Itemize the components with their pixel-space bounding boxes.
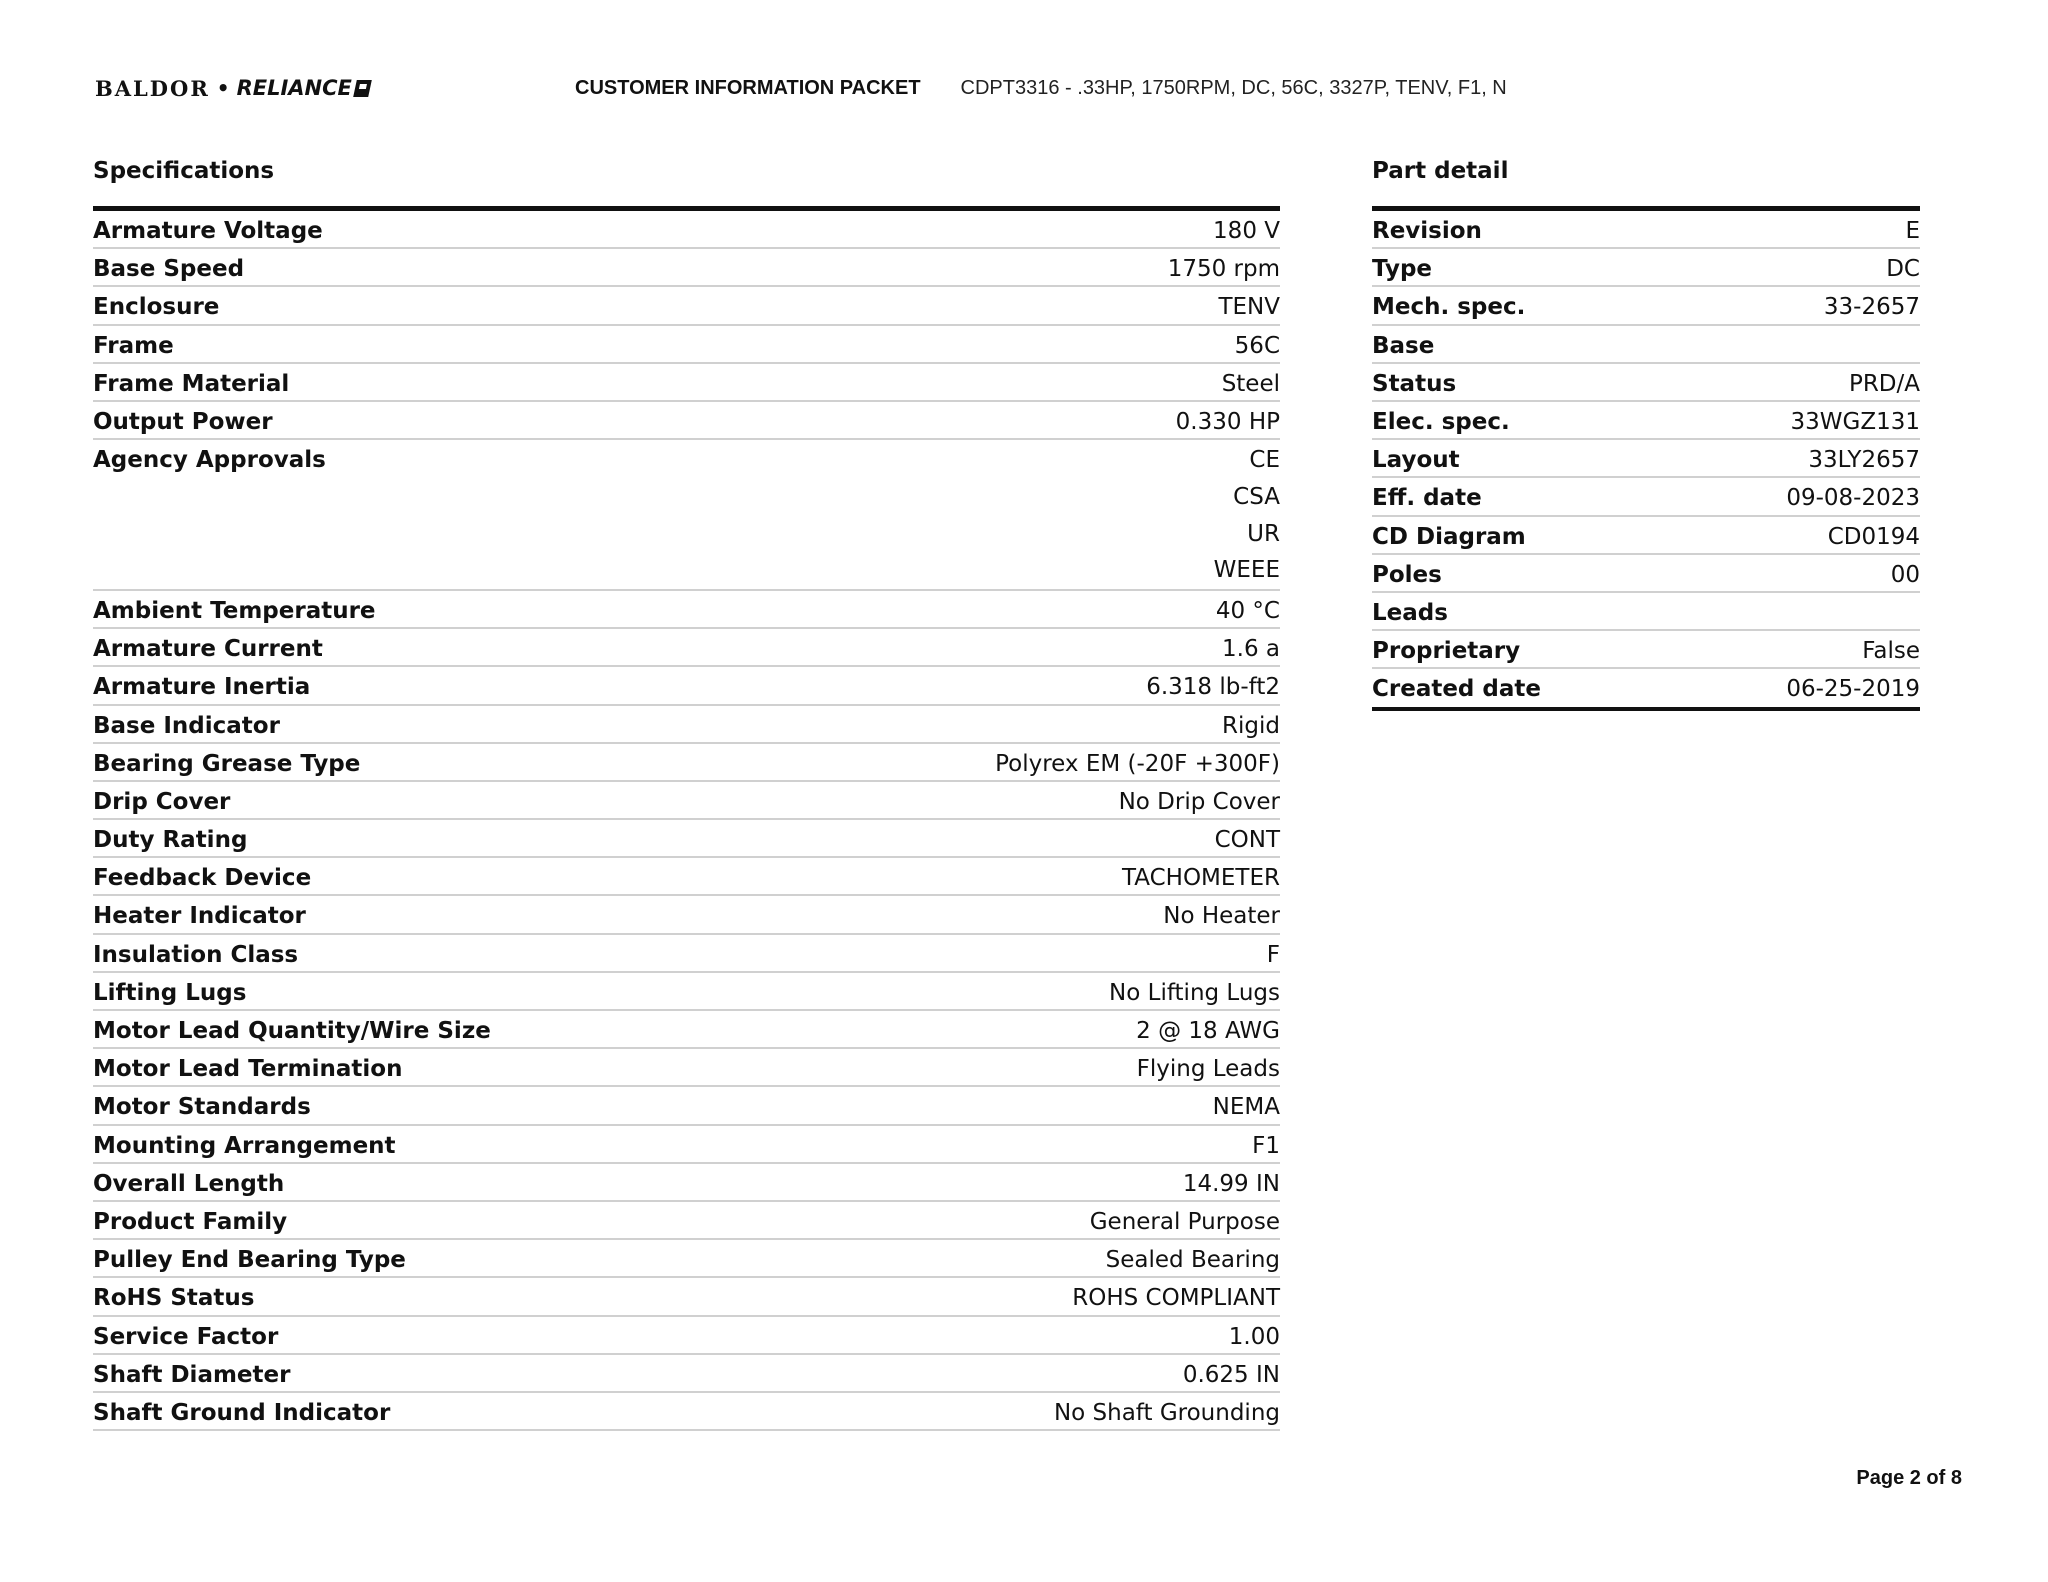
table-row [93,591,1280,629]
table-row [1372,211,1920,249]
row-value: False [1862,638,1920,665]
logo-separator: • [216,76,230,100]
row-label: Service Factor [93,1323,279,1350]
row-label: Created date [1372,676,1541,703]
table-row [1372,593,1920,631]
row-value: No Drip Cover [1118,788,1280,815]
table-row [93,858,1280,896]
row-value: Rigid [1222,712,1280,739]
row-value: No Shaft Grounding [1053,1399,1280,1426]
reliance-mark-icon [353,80,372,97]
row-label: Base [1372,332,1435,359]
row-value: Flying Leads [1136,1056,1280,1083]
table-row [1372,326,1920,364]
row-label: Base Speed [93,256,245,283]
row-label: Revision [1372,218,1482,244]
table-row [93,1049,1280,1087]
row-value: No Lifting Lugs [1109,979,1280,1006]
table-row [93,249,1280,287]
row-value: 1750 rpm [1167,256,1280,283]
part-detail-table [1372,211,1920,711]
row-label: Enclosure [93,294,220,321]
row-label: RoHS Status [93,1285,255,1312]
row-value: 06-25-2019 [1786,676,1920,703]
table-row [93,935,1280,973]
row-value: 2 @ 18 AWG [1136,1018,1280,1044]
row-value: PRD/A [1848,370,1920,397]
row-value: 6.318 lb-ft2 [1146,674,1280,701]
row-value: CONT [1214,827,1280,854]
table-row [1372,517,1920,555]
row-value: 1.6 a [1222,636,1280,663]
table-row [93,782,1280,820]
row-label: Frame [93,332,174,359]
document-header [95,70,1507,106]
row-value: F1 [1252,1132,1280,1159]
row-label: Overall Length [93,1170,285,1197]
row-label: Armature Current [93,636,323,663]
table-row [93,1355,1280,1393]
row-value: 180 V [1213,218,1280,244]
table-row [93,629,1280,667]
row-label: CD Diagram [1372,523,1526,550]
table-row [1372,364,1920,402]
row-value-item: CE [1249,447,1280,474]
row-value: NEMA [1212,1094,1280,1121]
part-detail-heading: Part detail [1372,158,1509,184]
table-row [93,1202,1280,1240]
row-label: Insulation Class [93,941,299,968]
row-label: Armature Inertia [93,674,311,701]
row-label: Agency Approvals [93,447,326,474]
table-row [93,1240,1280,1278]
table-row [1372,555,1920,593]
row-value: 33-2657 [1823,294,1920,321]
row-label: Duty Rating [93,827,248,854]
row-label: Armature Voltage [93,218,323,244]
table-row [93,326,1280,364]
row-value-list [1214,440,1280,589]
row-value: 0.330 HP [1175,408,1280,435]
table-row [93,896,1280,934]
table-row [93,1278,1280,1316]
table-row [93,402,1280,440]
row-label: Lifting Lugs [93,979,247,1006]
row-value: DC [1886,256,1920,283]
row-label: Drip Cover [93,788,231,815]
table-row [93,1317,1280,1355]
row-label: Mech. spec. [1372,294,1526,321]
baldor-reliance-logo [95,70,425,106]
row-label: Shaft Ground Indicator [93,1399,391,1426]
row-label: Layout [1372,447,1460,474]
row-value: CD0194 [1827,523,1920,550]
table-row [93,820,1280,858]
row-value: 1.00 [1228,1323,1280,1350]
specifications-heading: Specifications [93,158,275,184]
table-row [93,706,1280,744]
table-row [93,364,1280,402]
table-row [93,744,1280,782]
row-value-item: WEEE [1213,557,1280,584]
page-number: Page 2 of 8 [1856,1467,1962,1489]
table-row [93,211,1280,249]
row-label: Proprietary [1372,638,1521,665]
row-label: Leads [1372,599,1448,626]
packet-title: CUSTOMER INFORMATION PACKET [575,76,921,99]
row-label: Feedback Device [93,865,312,892]
row-value: 14.99 IN [1182,1170,1280,1197]
table-row [1372,440,1920,478]
row-label: Elec. spec. [1372,408,1510,435]
logo-baldor-text: BALDOR [95,75,210,101]
row-value: F [1266,941,1280,968]
row-value: 00 [1890,561,1920,588]
row-label: Ambient Temperature [93,597,376,624]
row-label: Frame Material [93,370,290,397]
row-label: Motor Standards [93,1094,311,1121]
row-value: 40 °C [1215,597,1280,624]
table-row [1372,402,1920,440]
row-label: Output Power [93,408,273,435]
row-value: ROHS COMPLIANT [1072,1285,1280,1312]
row-label: Shaft Diameter [93,1361,291,1388]
table-row [93,1393,1280,1431]
row-value: 0.625 IN [1182,1361,1280,1388]
row-value: Sealed Bearing [1105,1247,1280,1274]
table-row [93,440,1280,591]
row-label: Poles [1372,561,1442,588]
table-row [1372,631,1920,669]
table-row [93,1126,1280,1164]
row-label: Product Family [93,1208,288,1235]
row-value: TENV [1218,294,1280,321]
row-value: 09-08-2023 [1786,485,1920,512]
table-row [93,667,1280,705]
table-row [1372,669,1920,707]
row-label: Bearing Grease Type [93,750,361,777]
table-row [93,1164,1280,1202]
table-row [1372,478,1920,516]
table-row [1372,287,1920,325]
table-row [1372,249,1920,287]
row-label: Mounting Arrangement [93,1132,396,1159]
row-label: Motor Lead Quantity/Wire Size [93,1018,491,1044]
table-row [93,1011,1280,1049]
table-row [93,287,1280,325]
row-value: Steel [1221,370,1280,397]
row-label: Eff. date [1372,485,1482,512]
row-value: General Purpose [1089,1208,1280,1235]
table-row [93,973,1280,1011]
row-label: Heater Indicator [93,903,306,930]
row-value: Polyrex EM (-20F +300F) [995,750,1280,777]
table-row [93,1087,1280,1125]
row-label: Status [1372,370,1457,397]
row-value: TACHOMETER [1122,865,1280,892]
row-label: Type [1372,256,1433,283]
row-value: E [1905,218,1920,244]
logo-reliance-text: RELIANCE [236,76,352,100]
row-value: No Heater [1163,903,1280,930]
row-label: Pulley End Bearing Type [93,1247,406,1274]
row-value: 33WGZ131 [1790,408,1920,435]
product-description: CDPT3316 - .33HP, 1750RPM, DC, 56C, 3327P, TENV, F1, N [960,76,1507,99]
row-value: 56C [1234,332,1280,359]
row-value: 33LY2657 [1808,447,1920,474]
row-value-item: CSA [1233,483,1280,510]
row-value-item: UR [1247,520,1280,547]
specifications-table [93,211,1280,1431]
row-label: Base Indicator [93,712,280,739]
row-label: Motor Lead Termination [93,1056,403,1083]
